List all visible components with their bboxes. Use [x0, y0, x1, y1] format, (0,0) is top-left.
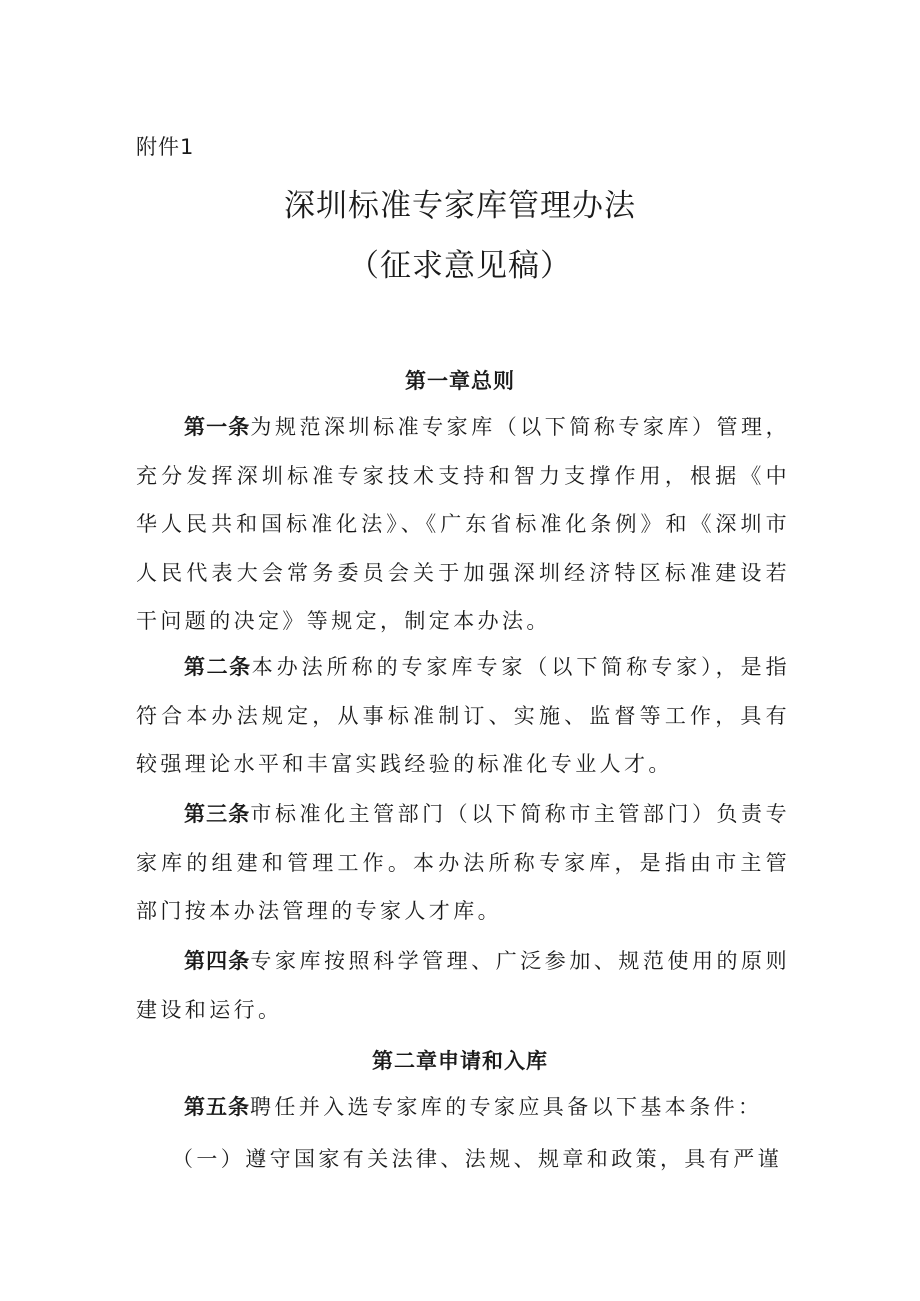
article-number: 第一条 — [184, 415, 251, 439]
article-number: 第三条 — [184, 802, 251, 826]
article-text: 本办法所称的专家库专家（以下简称专家），是指符合本办法规定，从事标准制订、实施、监督等工作，具有较强理论水平和丰富实践经验的标准化专业人才。 — [136, 655, 790, 776]
attachment-label: 附件1 — [136, 135, 195, 159]
article-3 — [136, 790, 790, 936]
article-4 — [136, 937, 790, 1034]
list-item: （一）遵守国家有关法律、法规、规章和政策，具有严谨 — [172, 1147, 782, 1171]
article-text: 专家库按照科学管理、广泛参加、规范使用的原则建设和运行。 — [136, 949, 790, 1022]
article-number: 第五条 — [184, 1095, 250, 1119]
article-number: 第四条 — [184, 949, 251, 973]
document-title: 深圳标准专家库管理办法 — [284, 188, 636, 224]
article-2 — [136, 643, 790, 789]
article-number: 第二条 — [184, 655, 252, 679]
article-1 — [136, 403, 790, 646]
document-subtitle: （征求意见稿） — [348, 248, 572, 284]
article-text: 市标准化主管部门（以下简称市主管部门）负责专家库的组建和管理工作。本办法所称专家库，是指由市主管部门按本办法管理的专家人才库。 — [136, 802, 790, 923]
chapter-heading-1: 第一章总则 — [405, 369, 515, 393]
article-5 — [136, 1083, 790, 1132]
article-text: 为规范深圳标准专家库（以下简称专家库）管理，充分发挥深圳标准专家技术支持和智力支撑作用，根据《中华人民共和国标准化法》、《广东省标准化条例》和《深圳市人民代表大会常务委员会关于加强深圳经济特区标准建设若干问题的决定》等规定，制定本办法。 — [136, 415, 790, 633]
chapter-heading-2: 第二章申请和入库 — [372, 1049, 548, 1073]
article-text: 聘任并入选专家库的专家应具备以下基本条件： — [250, 1095, 763, 1119]
